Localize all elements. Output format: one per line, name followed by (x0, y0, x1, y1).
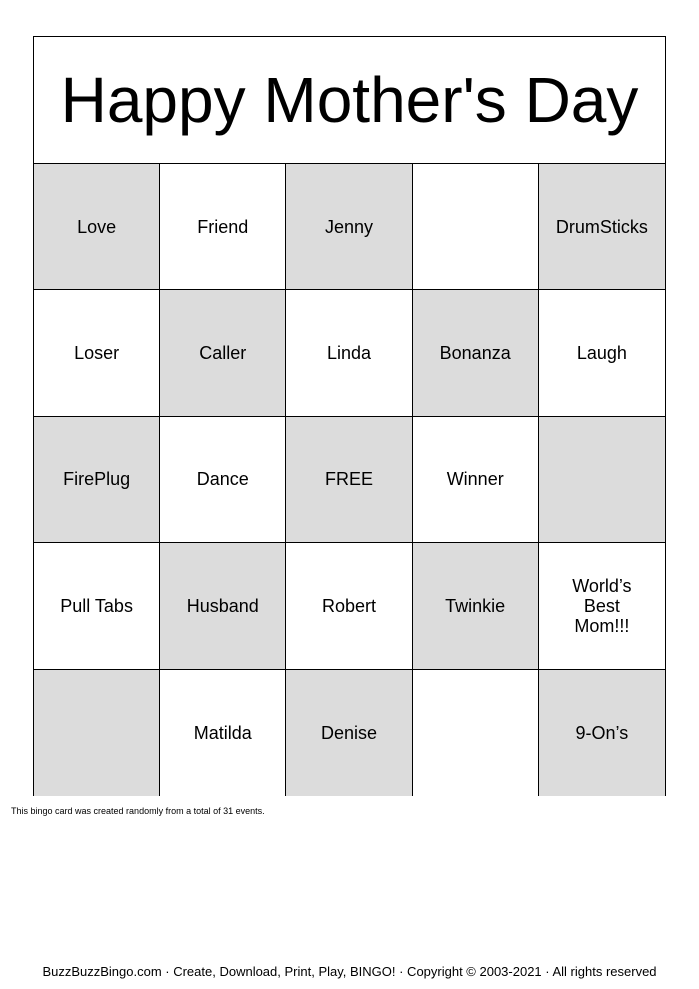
generation-note: This bingo card was created randomly from a total of 31 events. (11, 806, 265, 816)
bingo-grid (34, 164, 665, 796)
bingo-cell: Caller (160, 290, 286, 416)
bingo-cell: Laugh (539, 290, 665, 416)
card-title: Happy Mother's Day (34, 37, 665, 164)
bingo-cell: 9-On’s (539, 670, 665, 796)
bingo-cell: Pull Tabs (34, 543, 160, 669)
bingo-cell: Loser (34, 290, 160, 416)
bingo-cell: FirePlug (34, 417, 160, 543)
bingo-cell: Matilda (160, 670, 286, 796)
bingo-cell: Linda (286, 290, 412, 416)
bingo-cell: Dance (160, 417, 286, 543)
bingo-cell: Husband (160, 543, 286, 669)
bingo-cell (413, 670, 539, 796)
bingo-cell: Winner (413, 417, 539, 543)
bingo-card (33, 36, 666, 796)
bingo-cell: Jenny (286, 164, 412, 290)
bingo-cell: DrumSticks (539, 164, 665, 290)
bingo-cell: FREE (286, 417, 412, 543)
page-footer: BuzzBuzzBingo.com · Create, Download, Print, Play, BINGO! · Copyright © 2003-2021 · All rights reserved (42, 964, 657, 979)
bingo-cell: Robert (286, 543, 412, 669)
bingo-cell (34, 670, 160, 796)
bingo-cell (413, 164, 539, 290)
bingo-cell: Denise (286, 670, 412, 796)
bingo-cell: Bonanza (413, 290, 539, 416)
bingo-cell (539, 417, 665, 543)
bingo-cell: Friend (160, 164, 286, 290)
bingo-cell: Love (34, 164, 160, 290)
bingo-cell: Twinkie (413, 543, 539, 669)
bingo-cell: World’s Best Mom!!! (539, 543, 665, 669)
